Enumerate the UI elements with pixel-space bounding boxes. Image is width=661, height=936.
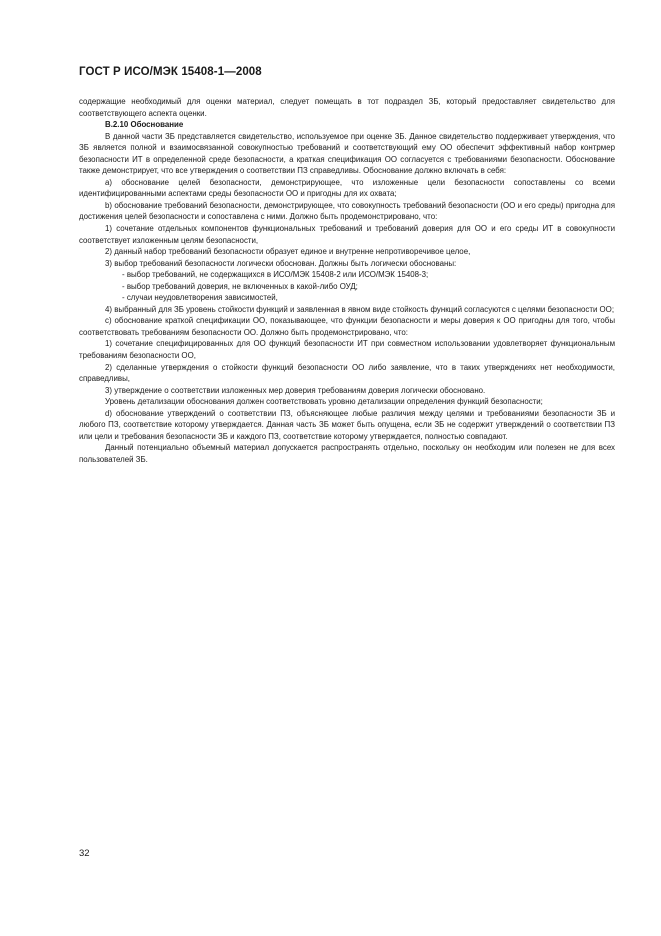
list-item: 1) сочетание специфицированных для ОО функций безопасности ИТ при совместном использовании удовлетворяет функциональным требованиям безопасности ОО, <box>79 339 615 361</box>
paragraph: В данной части ЗБ представляется свидетельство, используемое при оценке ЗБ. Данное свидетельство поддерживает утверждения, что ЗБ является полной и взаимосвязанной совокупностью требований и соответствующий ему ОО обеспечит эффективный набор контрмер безопасности ИТ в определенной среде безопасности, а краткая спецификация ОО согласуется с требованиями безопасности. Обоснование также демонстрирует, что все утверждения о соответствии ПЗ справедливы. Обоснование должно включать в себя: <box>79 131 615 176</box>
paragraph: Данный потенциально объемный материал допускается распространять отдельно, поскольку он необходим или полезен не для всех пользователей ЗБ. <box>79 443 615 464</box>
sub-list-item: - выбор требований, не содержащихся в ИСО/МЭК 15408-2 или ИСО/МЭК 15408-3; <box>122 270 429 280</box>
paragraph: Уровень детализации обоснования должен соответствовать уровню детализации определения функций безопасности; <box>105 397 543 407</box>
section-heading: В.2.10 Обоснование <box>105 120 184 130</box>
list-item: d) обоснование утверждений о соответствии ПЗ, объясняющее любые различия между целями и требованиями безопасности ЗБ и любого ПЗ, соответствие которому утверждается. Данная часть ЗБ может быть опущена, если ЗБ не содержит утверждений о соответствии ПЗ или цели и требования безопасности ЗБ и каждого ПЗ, соответствие которому утверждается, полностью совпадают. <box>79 408 615 441</box>
list-item: 3) утверждение о соответствии изложенных мер доверия требованиям доверия логически обосновано. <box>105 385 486 395</box>
page-number: 32 <box>79 848 90 859</box>
list-item: 1) сочетание отдельных компонентов функциональных требований и требований доверия для ОО и его среды ИТ в совокупности соответствует изложенным целям безопасности, <box>79 224 615 245</box>
document-header: ГОСТ Р ИСО/МЭК 15408-1—2008 <box>79 66 262 78</box>
sub-list-item: - случаи неудовлетворения зависимостей, <box>122 293 278 303</box>
list-item: a) обоснование целей безопасности, демонстрирующее, что изложенные цели безопасности сопоставлены со всеми идентифицированными аспектами среды безопасности ОО и пригодны для их охвата; <box>79 177 615 199</box>
list-item: 2) данный набор требований безопасности образует единое и внутренне непротиворечивое целое, <box>105 247 471 257</box>
list-item: 2) сделанные утверждения о стойкости функций безопасности ОО либо заявление, что в таких утверждениях нет необходимости, справедливы, <box>79 362 615 384</box>
list-item: b) обоснование требований безопасности, демонстрирующее, что совокупность требований безопасности (ОО и его среды) пригодна для достижения целей безопасности и сопоставлена с ними. Должно быть продемонстрировано, что: <box>79 200 615 222</box>
list-item: c) обоснование краткой спецификации ОО, показывающее, что функции безопасности и меры доверия к ОО пригодны для того, чтобы соответствовать требованиям безопасности ОО. Должно быть продемонстрировано, что: <box>79 316 615 337</box>
list-item: 4) выбранный для ЗБ уровень стойкости функций и заявленная в явном виде стойкость функций согласуются с целями безопасности ОО; <box>105 304 615 314</box>
sub-list-item: - выбор требований доверия, не включенных в какой-либо ОУД; <box>122 281 358 291</box>
document-body <box>79 96 615 466</box>
list-item: 3) выбор требований безопасности логически обоснован. Должны быть логически обоснованы: <box>105 258 457 268</box>
paragraph: содержащие необходимый для оценки материал, следует помещать в тот подраздел ЗБ, который предоставляет свидетельство для соответствующего аспекта оценки. <box>79 97 615 118</box>
